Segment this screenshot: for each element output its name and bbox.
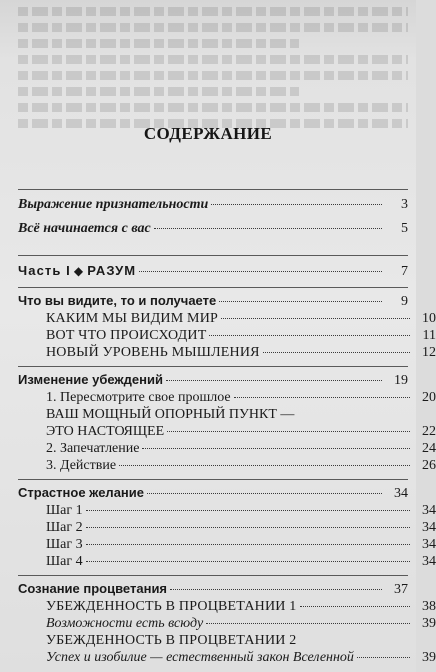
toc-entry-label: Шаг 4	[46, 554, 83, 569]
part-name: РАЗУМ	[87, 263, 137, 278]
leader-dots	[86, 527, 410, 528]
toc-page-number: 19	[394, 373, 408, 388]
toc-entry-label: Шаг 1	[46, 503, 83, 518]
toc-page-number: 11	[422, 328, 436, 343]
toc-entry-continuation	[46, 423, 410, 440]
leader-dots	[167, 431, 410, 432]
toc-page-number: 7	[401, 264, 408, 279]
toc-subentry[interactable]	[18, 632, 436, 649]
toc-page-number: 12	[422, 345, 436, 360]
bleed-through-text	[18, 0, 408, 140]
toc-entry-label: 3. Действие	[46, 458, 117, 473]
toc-entry-label: ВАШ МОЩНЫЙ ОПОРНЫЙ ПУНКТ —	[46, 407, 295, 422]
toc-page-number: 37	[394, 582, 408, 597]
toc-subentry[interactable]	[18, 536, 436, 553]
toc-entry-label: 2. Запечатление	[46, 441, 140, 456]
leader-dots	[209, 335, 410, 336]
toc-page-number: 34	[422, 537, 436, 552]
leader-dots	[219, 301, 382, 302]
toc-subentry[interactable]	[18, 553, 436, 570]
toc-subentry[interactable]	[18, 406, 436, 440]
toc-page-number: 10	[422, 311, 436, 326]
toc-page-number: 9	[401, 294, 408, 309]
toc-page-number: 22	[422, 424, 436, 439]
leader-dots	[86, 510, 410, 511]
leader-dots	[142, 448, 410, 449]
leader-dots	[300, 606, 411, 607]
toc-page-number: 5	[401, 221, 408, 236]
toc-entry-label: Шаг 2	[46, 520, 83, 535]
toc-page-number: 24	[422, 441, 436, 456]
toc-subentry[interactable]	[18, 344, 436, 361]
section-title: Страстное желание	[18, 485, 144, 500]
leader-dots	[221, 318, 410, 319]
toc-entry-acknowledgments[interactable]	[18, 196, 408, 213]
toc-entry-it-starts-with-you[interactable]	[18, 220, 408, 237]
page-title: СОДЕРЖАНИЕ	[143, 124, 273, 143]
leader-dots	[357, 657, 410, 658]
leader-dots	[119, 465, 410, 466]
toc-subentry[interactable]	[18, 457, 436, 474]
toc-page-number: 34	[394, 486, 408, 501]
toc-subentry[interactable]	[18, 519, 436, 536]
leader-dots	[206, 623, 410, 624]
toc-page-number: 39	[422, 650, 436, 665]
toc-entry-label: ВОТ ЧТО ПРОИСХОДИТ	[46, 328, 207, 343]
section-title: Что вы видите, то и получаете	[18, 293, 217, 308]
toc-section-heading[interactable]	[18, 371, 408, 389]
leader-dots	[211, 204, 382, 205]
toc-subentry[interactable]	[18, 502, 436, 519]
leader-dots	[166, 380, 382, 381]
leader-dots	[170, 589, 382, 590]
toc-entry-label-line2: ЭТО НАСТОЯЩЕЕ	[46, 424, 165, 439]
toc-page-number: 34	[422, 503, 436, 518]
toc-subentry[interactable]	[18, 649, 436, 666]
leader-dots	[263, 352, 410, 353]
toc-page-number: 39	[422, 616, 436, 631]
toc-entry-label: УБЕЖДЕННОСТЬ В ПРОЦВЕТАНИИ 2	[46, 633, 297, 648]
toc-subentry[interactable]	[18, 327, 436, 344]
section-title: Изменение убеждений	[18, 372, 163, 387]
toc-entry-label: Выражение признательности	[18, 197, 209, 212]
toc-entry-label: 1. Пересмотрите свое прошлое	[46, 390, 231, 405]
leader-dots	[139, 271, 382, 272]
toc-section-heading[interactable]	[18, 580, 408, 598]
toc-entry-label: КАКИМ МЫ ВИДИМ МИР	[46, 311, 219, 326]
toc-subentry[interactable]	[18, 598, 436, 615]
toc-page-number: 26	[422, 458, 436, 473]
toc-subentry[interactable]	[18, 310, 436, 327]
toc-page-number: 38	[422, 599, 436, 614]
toc-entry-text	[46, 406, 410, 440]
leader-dots	[147, 493, 382, 494]
toc-entry-label: Возможности есть всюду	[46, 616, 204, 631]
toc-subentry[interactable]	[18, 615, 436, 632]
toc-page-number: 20	[422, 390, 436, 405]
toc-section-heading[interactable]	[18, 484, 408, 502]
section-title: Сознание процветания	[18, 581, 168, 596]
toc-entry-label: Всё начинается с вас	[18, 221, 151, 236]
table-of-contents	[18, 189, 436, 666]
leader-dots	[234, 397, 410, 398]
leader-dots	[154, 228, 382, 229]
toc-section-heading[interactable]	[18, 292, 408, 310]
toc-entry-label: Успех и изобилие — естественный закон Вселенной	[46, 650, 354, 665]
leader-dots	[86, 561, 410, 562]
toc-page-number: 34	[422, 520, 436, 535]
toc-entry-label: НОВЫЙ УРОВЕНЬ МЫШЛЕНИЯ	[46, 345, 260, 360]
toc-page-number: 34	[422, 554, 436, 569]
leader-dots	[86, 544, 410, 545]
part-label: Часть I	[18, 263, 71, 278]
toc-part-one[interactable]	[18, 262, 408, 280]
part-heading	[18, 262, 139, 280]
toc-page-number: 3	[401, 197, 408, 212]
diamond-icon: ◆	[73, 264, 85, 278]
toc-subentry[interactable]	[18, 389, 436, 406]
toc-entry-label: УБЕЖДЕННОСТЬ В ПРОЦВЕТАНИИ 1	[46, 599, 297, 614]
toc-entry-label: Шаг 3	[46, 537, 83, 552]
toc-subentry[interactable]	[18, 440, 436, 457]
